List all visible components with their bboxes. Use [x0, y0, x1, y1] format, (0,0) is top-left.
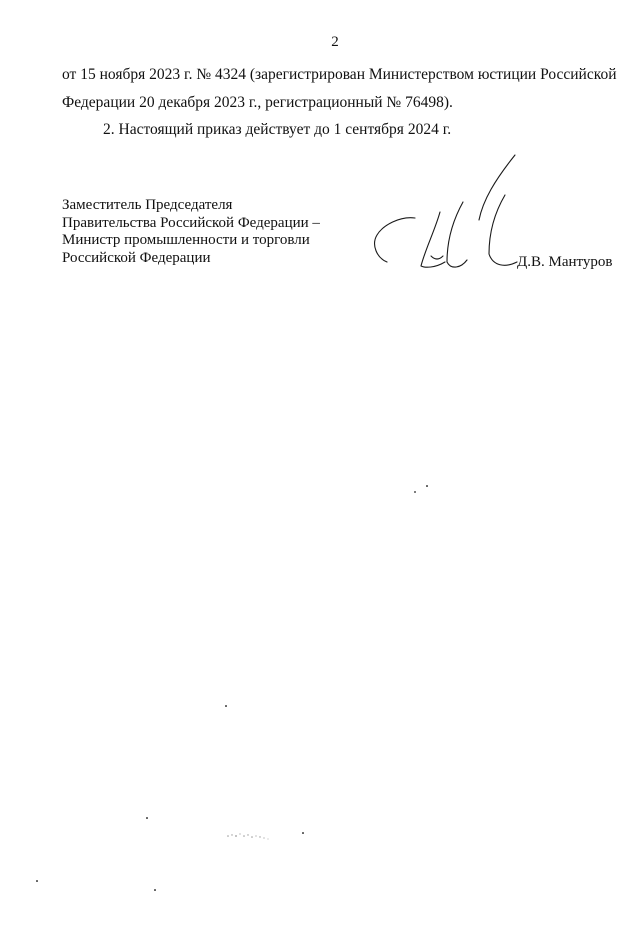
scan-speck	[426, 485, 428, 487]
signatory-position-line: Правительства Российской Федерации –	[62, 214, 320, 231]
body-text-line: Федерации 20 декабря 2023 г., регистрационный № 76498).	[62, 94, 453, 111]
scan-speck	[302, 832, 304, 834]
handwritten-signature	[365, 150, 525, 280]
scan-speck	[414, 491, 416, 493]
scan-speck	[225, 705, 227, 707]
signatory-position-line: Министр промышленности и торговли	[62, 232, 310, 248]
signer-name: Д.В. Мантуров	[517, 254, 613, 270]
page-number: 2	[331, 34, 339, 50]
scan-speck	[36, 880, 38, 882]
signatory-position	[62, 197, 320, 267]
body-text-line: 2. Настоящий приказ действует до 1 сентября 2024 г.	[103, 121, 452, 138]
faint-scan-mark	[224, 828, 284, 844]
scan-speck	[154, 889, 156, 891]
scan-speck	[146, 817, 148, 819]
signatory-position-line: Заместитель Председателя	[62, 197, 233, 213]
body-text-line: от 15 ноября 2023 г. № 4324 (зарегистрирован Министерством юстиции Российской	[62, 66, 617, 83]
signatory-position-line: Российской Федерации	[62, 249, 211, 266]
